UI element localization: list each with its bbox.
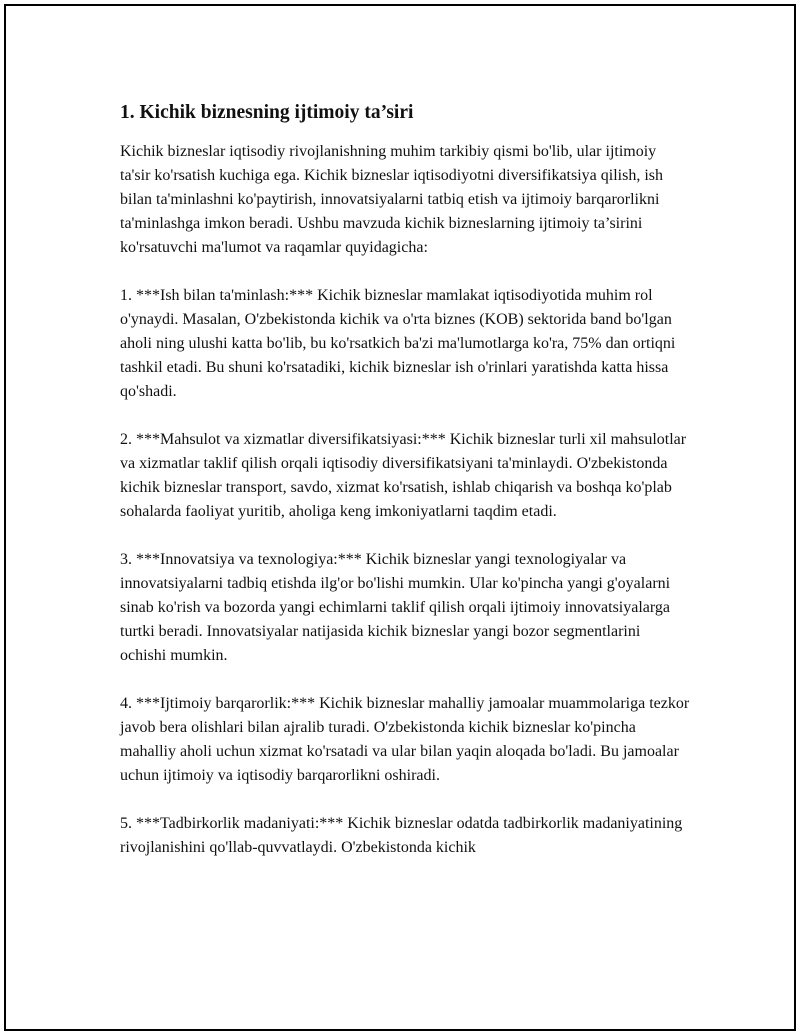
section-heading: 1. Kichik biznesning ijtimoiy ta’siri	[120, 102, 414, 123]
page-frame	[4, 4, 796, 1031]
intro-paragraph: Kichik bizneslar iqtisodiy rivojlanishning muhim tarkibiy qismi bo'lib, ular ijtimoiy ta'sir ko'rsatish kuchiga ega. Kichik bizneslar iqtisodiyotni diversifikatsiya qilish, ish bilan ta'minlashni ko'paytirish, innovatsiyalarni tatbiq etish va ijtimoiy barqarorlikni ta'minlashga imkon beradi. Ushbu mavzuda kichik bizneslarning ijtimoiy ta’sirini ko'rsatuvchi ma'lumot va raqamlar quyidagicha:	[120, 143, 664, 256]
paragraph-social-stability: 4. ***Ijtimoiy barqarorlik:*** Kichik bizneslar mahalliy jamoalar muammolariga tezkor javob bera olishlari bilan ajralib turadi. O'zbekistonda kichik bizneslar ko'pincha mahalliy aholi uchun xizmat ko'rsatadi va ular bilan yaqin aloqada bo'ladi. Bu jamoalar uchun ijtimoiy va iqtisodiy barqarorlikni oshiradi.	[120, 695, 690, 784]
paragraph-diversification: 2. ***Mahsulot va xizmatlar diversifikatsiyasi:*** Kichik bizneslar turli xil mahsulotlar va xizmatlar taklif qilish orqali iqtisodiy diversifikatsiyani ta'minlaydi. O'zbekistonda kichik bizneslar transport, savdo, xizmat ko'rsatish, ishlab chiqarish va boshqa ko'plab sohalarda faoliyat yuritib, aholiga keng imkoniyatlarni taqdim etadi.	[120, 431, 687, 520]
paragraph-innovation: 3. ***Innovatsiya va texnologiya:*** Kichik bizneslar yangi texnologiyalar va innovatsiyalarni tadbiq etishda ilg'or bo'lishi mumkin. Ular ko'pincha yangi g'oyalarni sinab ko'rish va bozorda yangi echimlarni taklif qilish orqali ijtimoiy innovatsiyalarga turtki beradi. Innovatsiyalar natijasida kichik bizneslar yangi bozor segmentlarini ochishi mumkin.	[120, 551, 671, 664]
paragraph-entrepreneurship: 5. ***Tadbirkorlik madaniyati:*** Kichik bizneslar odatda tadbirkorlik madaniyatining rivojlanishini qo'llab-quvvatlaydi. O'zbekistonda kichik	[120, 815, 683, 856]
paragraph-employment: 1. ***Ish bilan ta'minlash:*** Kichik bizneslar mamlakat iqtisodiyotida muhim rol o'ynaydi. Masalan, O'zbekistonda kichik va o'rta biznes (KOB) sektorida band bo'lgan aholi ning ulushi katta bo'lib, bu ko'rsatkich ba'zi ma'lumotlarga ko'ra, 75% dan ortiqni tashkil etadi. Bu shuni ko'rsatadiki, kichik bizneslar ish o'rinlari yaratishda katta hissa qo'shadi.	[120, 287, 676, 400]
document-body	[120, 100, 690, 884]
